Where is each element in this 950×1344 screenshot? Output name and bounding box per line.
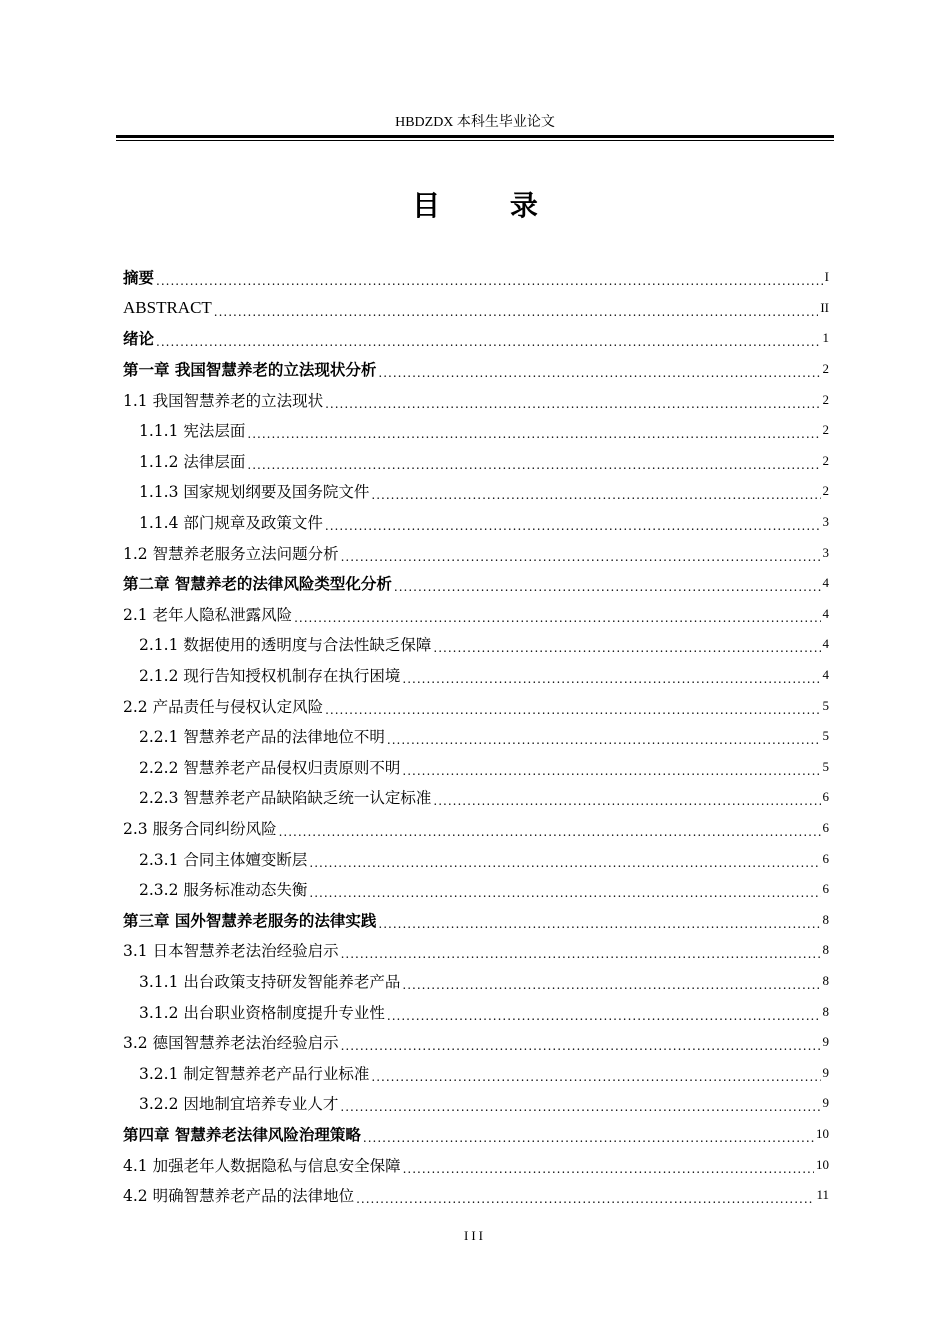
toc-leader-dots [433, 641, 820, 655]
toc-entry-page: 4 [822, 605, 829, 621]
toc-entry[interactable] [123, 446, 829, 477]
toc-entry[interactable] [123, 874, 829, 905]
toc-entry-page: 11 [816, 1187, 829, 1203]
toc-entry[interactable] [123, 721, 829, 752]
toc-entry-label: 2.2 产品责任与侵权认定风险 [123, 697, 324, 716]
page-number: III [464, 1228, 486, 1243]
toc-leader-dots [403, 1162, 814, 1176]
toc-entry-label: 1.1.2 法律层面 [139, 452, 246, 471]
toc-entry[interactable] [123, 415, 829, 446]
toc-entry-label: 2.2.2 智慧养老产品侵权归责原则不明 [139, 758, 401, 777]
toc-entry[interactable] [123, 660, 829, 691]
toc-entry[interactable] [123, 782, 829, 813]
toc-entry[interactable] [123, 599, 829, 630]
toc-entry-label: 3.2 德国智慧养老法治经验启示 [123, 1034, 339, 1053]
toc-leader-dots [402, 764, 820, 778]
toc-entry-label: 3.1.2 出台职业资格制度提升专业性 [139, 1003, 385, 1022]
toc-leader-dots [341, 1039, 821, 1053]
toc-leader-dots [341, 947, 821, 961]
toc-entry-label: 3.1.1 出台政策支持研发智能养老产品 [139, 972, 401, 991]
toc-entry[interactable] [123, 843, 829, 874]
toc-leader-dots [156, 274, 823, 288]
toc-leader-dots [325, 397, 820, 411]
toc-entry[interactable] [123, 1149, 829, 1180]
toc-entry-label: 第三章 国外智慧养老服务的法律实践 [123, 911, 377, 930]
table-of-contents [123, 262, 829, 1210]
toc-entry-page: 6 [822, 789, 829, 805]
toc-entry-page: 2 [822, 483, 829, 499]
toc-entry-label: 2.3.2 服务标准动态失衡 [139, 881, 308, 900]
toc-entry-page: 9 [822, 1095, 829, 1111]
toc-entry-page: 2 [822, 391, 829, 407]
toc-leader-dots [394, 580, 821, 594]
toc-entry-page: 9 [822, 1064, 829, 1080]
toc-entry[interactable] [123, 262, 829, 293]
toc-leader-dots [340, 1100, 820, 1114]
toc-entry-page: 8 [822, 972, 829, 988]
toc-entry-label: 3.1 日本智慧养老法治经验启示 [123, 942, 339, 961]
toc-entry[interactable] [123, 996, 829, 1027]
toc-entry-page: 2 [822, 452, 829, 468]
toc-entry-page: 4 [822, 575, 829, 591]
toc-entry[interactable] [123, 1180, 829, 1211]
toc-entry-page: 9 [822, 1034, 829, 1050]
toc-entry[interactable] [123, 1027, 829, 1058]
toc-entry-label: 2.3 服务合同纠纷风险 [123, 819, 277, 838]
toc-entry-page: 5 [822, 697, 829, 713]
toc-entry-label: 1.1.4 部门规章及政策文件 [139, 514, 323, 533]
toc-entry-label: 第一章 我国智慧养老的立法现状分析 [123, 361, 377, 380]
toc-entry-page: 5 [822, 758, 829, 774]
toc-entry-page: 8 [822, 1003, 829, 1019]
toc-leader-dots [363, 1131, 814, 1145]
toc-entry-label: 1.2 智慧养老服务立法问题分析 [123, 544, 339, 563]
toc-entry-page: II [820, 299, 829, 315]
toc-leader-dots [309, 886, 820, 900]
toc-entry[interactable] [123, 354, 829, 385]
toc-entry[interactable] [123, 507, 829, 538]
toc-entry[interactable] [123, 813, 829, 844]
toc-leader-dots [325, 703, 820, 717]
toc-entry[interactable] [123, 935, 829, 966]
toc-leader-dots [279, 825, 821, 839]
toc-entry-label: 第四章 智慧养老法律风险治理策略 [123, 1125, 361, 1144]
toc-leader-dots [378, 917, 820, 931]
toc-entry-page: 10 [816, 1125, 829, 1141]
toc-entry[interactable] [123, 690, 829, 721]
toc-leader-dots [371, 1070, 820, 1084]
toc-leader-dots [156, 335, 820, 349]
toc-entry-page: 8 [822, 911, 829, 927]
toc-leader-dots [294, 611, 820, 625]
toc-entry-page: 6 [822, 881, 829, 897]
toc-leader-dots [402, 672, 820, 686]
toc-entry-label: 3.2.2 因地制宜培养专业人才 [139, 1095, 339, 1114]
toc-leader-dots [378, 366, 820, 380]
toc-entry[interactable] [123, 293, 829, 324]
toc-leader-dots [309, 856, 820, 870]
toc-entry-page: 10 [816, 1156, 829, 1172]
toc-entry[interactable] [123, 904, 829, 935]
page-header: HBDZDX 本科生毕业论文 [395, 115, 555, 130]
toc-entry-label: 4.2 明确智慧养老产品的法律地位 [123, 1187, 355, 1206]
toc-entry-label: 4.1 加强老年人数据隐私与信息安全保障 [123, 1156, 401, 1175]
header-rule-thin [116, 140, 834, 141]
toc-entry-page: 1 [822, 330, 829, 346]
toc-entry-label: ABSTRACT [123, 297, 212, 317]
toc-leader-dots [402, 978, 820, 992]
toc-entry[interactable] [123, 1057, 829, 1088]
toc-entry[interactable] [123, 384, 829, 415]
toc-entry-page: 6 [822, 850, 829, 866]
toc-entry-page: 4 [822, 636, 829, 652]
toc-entry-label: 第二章 智慧养老的法律风险类型化分析 [123, 575, 392, 594]
toc-entry-label: 摘要 [123, 269, 155, 288]
toc-entry-page: 4 [822, 667, 829, 683]
toc-leader-dots [247, 458, 820, 472]
toc-entry-label: 绪论 [123, 330, 155, 349]
toc-entry[interactable] [123, 568, 829, 599]
toc-leader-dots [247, 427, 820, 441]
toc-entry-page: 5 [822, 728, 829, 744]
toc-entry[interactable] [123, 476, 829, 507]
toc-entry-label: 3.2.1 制定智慧养老产品行业标准 [139, 1064, 370, 1083]
toc-leader-dots [371, 488, 820, 502]
toc-leader-dots [214, 305, 819, 319]
toc-leader-dots [341, 550, 821, 564]
toc-entry[interactable] [123, 966, 829, 997]
toc-entry-label: 2.1 老年人隐私泄露风险 [123, 605, 293, 624]
page-title: 目 录 [412, 189, 568, 222]
toc-entry[interactable] [123, 537, 829, 568]
toc-entry-page: 3 [822, 514, 829, 530]
toc-entry-label: 2.1.2 现行告知授权机制存在执行困境 [139, 667, 401, 686]
toc-entry-page: 2 [822, 422, 829, 438]
toc-entry-page: 8 [822, 942, 829, 958]
toc-leader-dots [387, 733, 821, 747]
toc-entry[interactable] [123, 752, 829, 783]
toc-entry[interactable] [123, 629, 829, 660]
toc-entry-page: 2 [822, 361, 829, 377]
toc-entry[interactable] [123, 1088, 829, 1119]
toc-entry[interactable] [123, 1119, 829, 1150]
toc-leader-dots [356, 1192, 814, 1206]
toc-entry-label: 1.1.3 国家规划纲要及国务院文件 [139, 483, 370, 502]
toc-entry[interactable] [123, 323, 829, 354]
toc-leader-dots [433, 794, 820, 808]
toc-entry-label: 1.1 我国智慧养老的立法现状 [123, 391, 324, 410]
toc-entry-page: I [824, 269, 829, 285]
header-rule-thick [116, 135, 834, 138]
toc-leader-dots [387, 1009, 821, 1023]
toc-entry-label: 1.1.1 宪法层面 [139, 422, 246, 441]
toc-entry-page: 6 [822, 819, 829, 835]
toc-entry-page: 3 [822, 544, 829, 560]
toc-entry-label: 2.1.1 数据使用的透明度与合法性缺乏保障 [139, 636, 432, 655]
toc-entry-label: 2.2.3 智慧养老产品缺陷缺乏统一认定标准 [139, 789, 432, 808]
toc-entry-label: 2.2.1 智慧养老产品的法律地位不明 [139, 728, 385, 747]
toc-leader-dots [325, 519, 821, 533]
toc-entry-label: 2.3.1 合同主体嬗变断层 [139, 850, 308, 869]
